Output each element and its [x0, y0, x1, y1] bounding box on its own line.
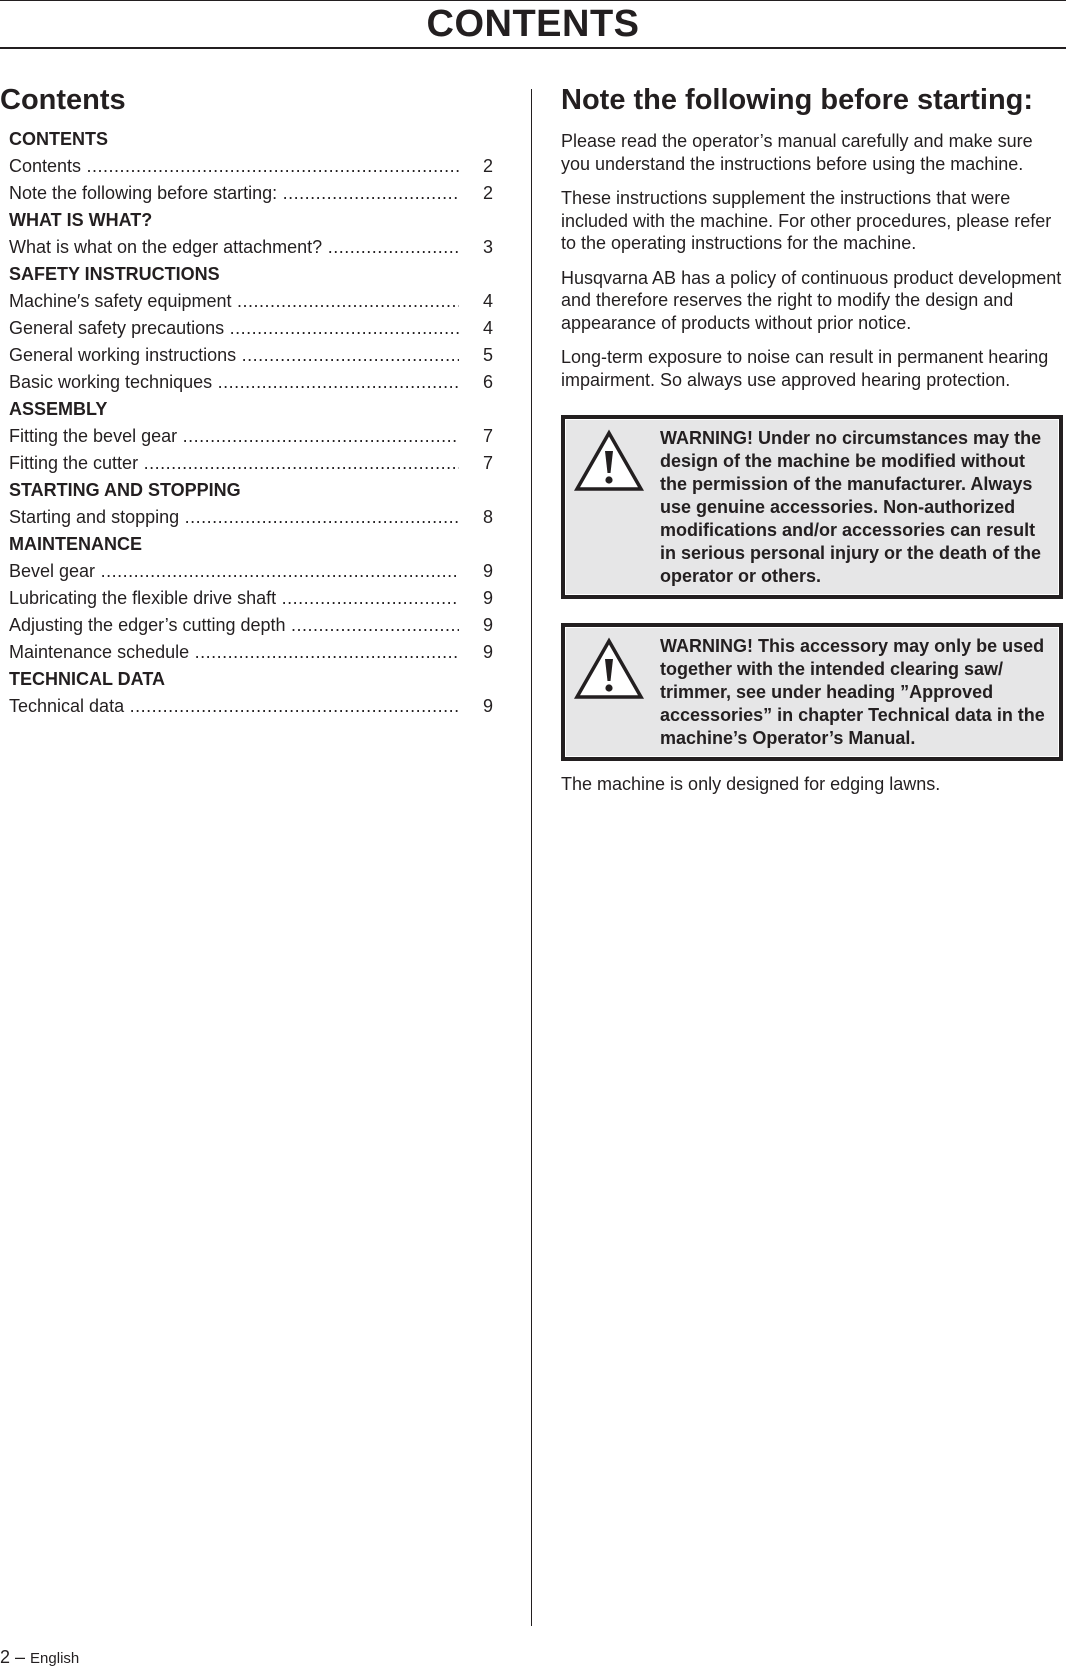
- toc-entry-title: Fitting the cutter .....: [9, 450, 459, 477]
- toc-entry-page: 9: [482, 561, 493, 581]
- toc-entry: [9, 288, 493, 315]
- toc-entry: [9, 423, 493, 450]
- toc-entry-title: MAINTENANCE: [9, 534, 142, 554]
- page-header: [0, 0, 1066, 49]
- toc-entry-page: 8: [482, 507, 493, 527]
- toc-entry-page: 3: [482, 237, 493, 257]
- toc-entry-title: Bevel gear .....: [9, 558, 459, 585]
- toc-entry-page: 9: [482, 615, 493, 635]
- toc-entry-page: 4: [482, 318, 493, 338]
- notes-column: [561, 80, 1066, 808]
- page-footer: [0, 1646, 79, 1670]
- toc-entry-title: Basic working techniques .....: [9, 369, 459, 396]
- toc-list: [9, 126, 493, 720]
- toc-entry-title: ASSEMBLY: [9, 399, 108, 419]
- toc-section-heading: [9, 207, 493, 234]
- toc-entry: [9, 450, 493, 477]
- toc-entry-title: Technical data .....: [9, 693, 459, 720]
- toc-entry-page: 6: [482, 372, 493, 392]
- toc-entry-title: Starting and stopping .....: [9, 504, 459, 531]
- toc-entry: [9, 234, 493, 261]
- toc-entry: [9, 558, 493, 585]
- toc-entry-title: CONTENTS: [9, 129, 108, 149]
- warning-text: WARNING! Under no circumstances may the design of the machine be modified without the permission of the manufacturer. Always use genuine accessories. Non-authorized modifications and/or accessories can result in serious personal injury or the death of the operator or others.: [660, 428, 1042, 586]
- page-title: CONTENTS: [426, 3, 640, 45]
- toc-entry-page: 2: [482, 183, 493, 203]
- notes-title: Note the following before starting:: [561, 84, 1034, 116]
- toc-entry: [9, 153, 493, 180]
- toc-entry-page: 4: [482, 291, 493, 311]
- toc-entry: [9, 315, 493, 342]
- warning-triangle-icon: [573, 429, 645, 493]
- toc-section-heading: [9, 531, 493, 558]
- warning-box-modifications: [561, 415, 1063, 599]
- toc-entry: [9, 342, 493, 369]
- toc-section-heading: [9, 126, 493, 153]
- toc-entry-title: SAFETY INSTRUCTIONS: [9, 264, 220, 284]
- toc-section-heading: [9, 261, 493, 288]
- contents-column: [0, 80, 494, 716]
- note-paragraph: Husqvarna AB has a policy of continuous product development and therefore reserves the right to modify the design and appearance of products without prior notice.: [561, 267, 1062, 333]
- page-number: 2 –: [0, 1647, 26, 1667]
- toc-entry: [9, 639, 493, 666]
- toc-entry-page: 2: [482, 156, 493, 176]
- toc-entry-title: Lubricating the flexible drive shaft .....: [9, 585, 459, 612]
- note-paragraph: Please read the operator’s manual carefully and make sure you understand the instructions before using the machine.: [561, 131, 1033, 174]
- toc-entry-title: Note the following before starting: .....: [9, 180, 459, 207]
- warning-triangle-icon: [573, 637, 645, 701]
- toc-entry-title: What is what on the edger attachment? .....: [9, 234, 459, 261]
- toc-entry: [9, 585, 493, 612]
- warning-text: WARNING! This accessory may only be used together with the intended clearing saw/ trimmer, see under heading ”Approved accessories” in chapter Technical data in the machine’s Operator’s Manual.: [660, 636, 1045, 748]
- toc-entry: [9, 612, 493, 639]
- toc-section-heading: [9, 477, 493, 504]
- toc-entry-page: 9: [482, 588, 493, 608]
- toc-entry: [9, 504, 493, 531]
- toc-entry-title: Contents .....: [9, 153, 459, 180]
- toc-entry: [9, 369, 493, 396]
- toc-entry-title: General working instructions .....: [9, 342, 459, 369]
- footer-language: English: [30, 1650, 80, 1667]
- toc-entry-title: TECHNICAL DATA: [9, 669, 165, 689]
- toc-entry: [9, 180, 493, 207]
- column-divider: [531, 89, 532, 1626]
- toc-entry-title: Machine′s safety equipment .....: [9, 288, 459, 315]
- toc-entry-page: 9: [482, 696, 493, 716]
- toc-entry-title: Fitting the bevel gear .....: [9, 423, 459, 450]
- toc-section-heading: [9, 666, 493, 693]
- closing-note: The machine is only designed for edging lawns.: [561, 774, 941, 794]
- toc-entry-title: General safety precautions .....: [9, 315, 459, 342]
- toc-entry-title: Maintenance schedule .....: [9, 639, 459, 666]
- warning-box-accessory: [561, 623, 1063, 761]
- toc-entry-title: Adjusting the edger’s cutting depth .....: [9, 612, 459, 639]
- toc-entry-title: STARTING AND STOPPING: [9, 480, 241, 500]
- toc-entry-page: 9: [482, 642, 493, 662]
- toc-entry-page: 7: [482, 453, 493, 473]
- note-paragraph: These instructions supplement the instructions that were included with the machine. For other procedures, please refer to the operating instructions for the machine.: [561, 188, 1052, 253]
- toc-entry-page: 7: [482, 426, 493, 446]
- toc-section-heading: [9, 396, 493, 423]
- contents-title: Contents: [0, 84, 126, 116]
- toc-entry-page: 5: [482, 345, 493, 365]
- toc-entry-title: WHAT IS WHAT?: [9, 210, 153, 230]
- note-paragraph: Long-term exposure to noise can result in permanent hearing impairment. So always use approved hearing protection.: [561, 347, 1049, 390]
- toc-entry: [9, 693, 493, 720]
